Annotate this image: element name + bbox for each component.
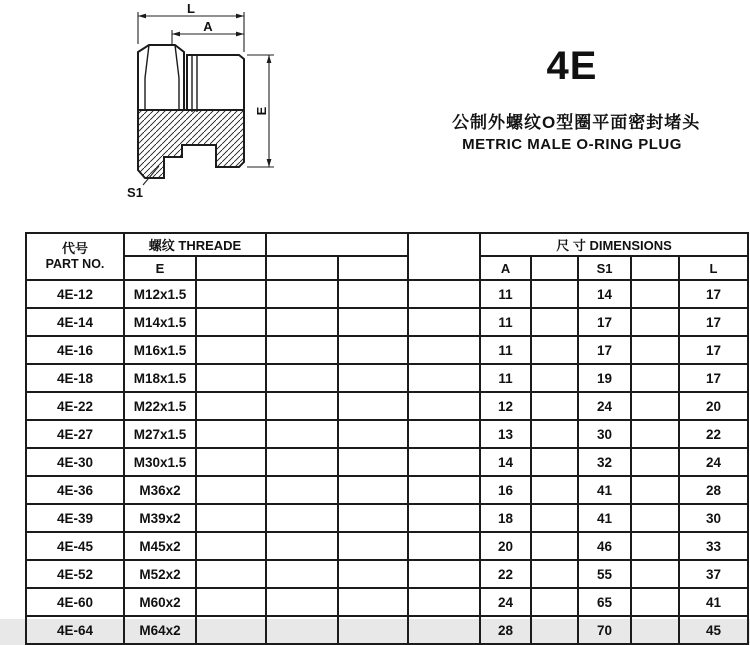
part-no-cell: 4E-39 xyxy=(26,504,124,532)
part-no-cell: 4E-60 xyxy=(26,588,124,616)
table-row xyxy=(26,280,748,308)
dim-a-cell: 12 xyxy=(480,392,531,420)
empty-cell xyxy=(266,392,338,420)
thread-e-cell: M27x1.5 xyxy=(124,420,196,448)
empty-cell xyxy=(631,504,679,532)
empty-cell xyxy=(408,420,480,448)
part-no-cell: 4E-22 xyxy=(26,392,124,420)
part-no-cell: 4E-18 xyxy=(26,364,124,392)
dim-l-cell: 24 xyxy=(679,448,748,476)
empty-cell xyxy=(266,280,338,308)
part-no-header xyxy=(26,233,124,280)
thread-e-cell: M12x1.5 xyxy=(124,280,196,308)
arrowhead xyxy=(267,55,272,63)
empty-cell xyxy=(266,233,408,256)
arrowhead xyxy=(236,32,244,37)
dim-s1-cell: 30 xyxy=(578,420,631,448)
empty-cell xyxy=(531,280,578,308)
empty-cell xyxy=(531,308,578,336)
empty-cell xyxy=(266,364,338,392)
part-no-cell: 4E-45 xyxy=(26,532,124,560)
thread-e-cell: M52x2 xyxy=(124,560,196,588)
thread-e-cell: M45x2 xyxy=(124,532,196,560)
arrowhead xyxy=(172,32,180,37)
empty-cell xyxy=(531,504,578,532)
empty-cell xyxy=(531,392,578,420)
empty-cell xyxy=(408,233,480,280)
empty-cell xyxy=(338,280,408,308)
empty-cell xyxy=(631,588,679,616)
dim-L-label: L xyxy=(187,1,195,16)
dim-s1-cell: 14 xyxy=(578,280,631,308)
body-outline xyxy=(187,55,244,110)
empty-cell xyxy=(631,336,679,364)
dim-l-cell: 33 xyxy=(679,532,748,560)
part-no-cell: 4E-64 xyxy=(26,616,124,644)
dim-s1-cell: 32 xyxy=(578,448,631,476)
empty-cell xyxy=(266,308,338,336)
empty-cell xyxy=(631,476,679,504)
empty-cell xyxy=(266,476,338,504)
dim-l-cell: 17 xyxy=(679,280,748,308)
thread-e-cell: M36x2 xyxy=(124,476,196,504)
section-hatched-area xyxy=(138,110,244,178)
plug-technical-drawing xyxy=(0,0,300,215)
dim-l-cell: 17 xyxy=(679,308,748,336)
empty-cell xyxy=(531,532,578,560)
empty-cell xyxy=(196,616,266,644)
arrowhead xyxy=(267,159,272,167)
dim-l-cell: 17 xyxy=(679,336,748,364)
empty-cell xyxy=(196,588,266,616)
empty-cell xyxy=(266,532,338,560)
table-row xyxy=(26,532,748,560)
empty-cell xyxy=(196,308,266,336)
part-no-header-zh: 代号 xyxy=(61,241,88,257)
dim-l-cell: 30 xyxy=(679,504,748,532)
dim-a-cell: 11 xyxy=(480,308,531,336)
empty-cell xyxy=(266,448,338,476)
table-row xyxy=(26,448,748,476)
empty-cell xyxy=(408,448,480,476)
empty-cell xyxy=(408,504,480,532)
empty-cell xyxy=(338,560,408,588)
dimensions-table xyxy=(25,232,749,645)
empty-cell xyxy=(631,256,679,280)
empty-cell xyxy=(408,280,480,308)
empty-cell xyxy=(531,616,578,644)
part-no-header-en: PART NO. xyxy=(45,256,105,271)
header-row-group xyxy=(26,233,748,256)
table-row xyxy=(26,588,748,616)
empty-cell xyxy=(338,476,408,504)
dim-a-cell: 16 xyxy=(480,476,531,504)
dim-s1-cell: 55 xyxy=(578,560,631,588)
dim-s1-cell: 65 xyxy=(578,588,631,616)
part-no-cell: 4E-27 xyxy=(26,420,124,448)
table-row xyxy=(26,308,748,336)
dimensions-group-header: 尺 寸 DIMENSIONS xyxy=(480,233,748,256)
dim-l-cell: 37 xyxy=(679,560,748,588)
dim-l-cell: 22 xyxy=(679,420,748,448)
dim-l-cell: 45 xyxy=(679,616,748,644)
empty-cell xyxy=(531,256,578,280)
empty-cell xyxy=(531,448,578,476)
thread-e-cell: M14x1.5 xyxy=(124,308,196,336)
table-row xyxy=(26,336,748,364)
dim-s1-cell: 70 xyxy=(578,616,631,644)
table-row xyxy=(26,364,748,392)
table-row xyxy=(26,392,748,420)
col-l-header: L xyxy=(679,256,748,280)
empty-cell xyxy=(631,364,679,392)
part-no-cell: 4E-12 xyxy=(26,280,124,308)
empty-cell xyxy=(338,504,408,532)
thread-e-cell: M30x1.5 xyxy=(124,448,196,476)
arrowhead xyxy=(138,14,146,19)
dim-l-cell: 20 xyxy=(679,392,748,420)
dim-s1-cell: 19 xyxy=(578,364,631,392)
table-row xyxy=(26,616,748,644)
empty-cell xyxy=(631,280,679,308)
empty-cell xyxy=(196,364,266,392)
empty-cell xyxy=(338,588,408,616)
empty-cell xyxy=(196,532,266,560)
empty-cell xyxy=(196,560,266,588)
thread-e-cell: M39x2 xyxy=(124,504,196,532)
dim-s1-cell: 41 xyxy=(578,504,631,532)
empty-cell xyxy=(266,336,338,364)
col-a-header: A xyxy=(480,256,531,280)
empty-cell xyxy=(266,420,338,448)
part-no-cell: 4E-30 xyxy=(26,448,124,476)
empty-cell xyxy=(408,532,480,560)
empty-cell xyxy=(408,616,480,644)
hex-facet-line-left xyxy=(145,45,149,110)
empty-cell xyxy=(631,532,679,560)
empty-cell xyxy=(338,256,408,280)
table-row xyxy=(26,560,748,588)
dim-A-label: A xyxy=(203,19,213,34)
empty-cell xyxy=(196,420,266,448)
dim-a-cell: 13 xyxy=(480,420,531,448)
empty-cell xyxy=(408,308,480,336)
empty-cell xyxy=(196,280,266,308)
empty-cell xyxy=(338,420,408,448)
part-no-cell: 4E-36 xyxy=(26,476,124,504)
empty-cell xyxy=(408,364,480,392)
dim-s1-cell: 46 xyxy=(578,532,631,560)
table-row xyxy=(26,504,748,532)
product-title-chinese: 公制外螺纹O型圈平面密封堵头 xyxy=(452,113,701,132)
empty-cell xyxy=(631,448,679,476)
empty-cell xyxy=(631,392,679,420)
empty-cell xyxy=(408,336,480,364)
empty-cell xyxy=(196,392,266,420)
empty-cell xyxy=(408,588,480,616)
dim-a-cell: 28 xyxy=(480,616,531,644)
part-no-cell: 4E-14 xyxy=(26,308,124,336)
dim-s1-cell: 41 xyxy=(578,476,631,504)
empty-cell xyxy=(338,448,408,476)
dim-a-cell: 11 xyxy=(480,336,531,364)
dim-a-cell: 24 xyxy=(480,588,531,616)
empty-cell xyxy=(631,616,679,644)
empty-cell xyxy=(531,364,578,392)
title-block xyxy=(452,44,701,153)
dim-l-cell: 28 xyxy=(679,476,748,504)
thread-group-header: 螺纹 THREADE xyxy=(124,233,266,256)
hex-facet-line-right xyxy=(175,45,179,110)
dim-a-cell: 22 xyxy=(480,560,531,588)
dim-l-cell: 41 xyxy=(679,588,748,616)
empty-cell xyxy=(338,616,408,644)
dim-a-cell: 20 xyxy=(480,532,531,560)
empty-cell xyxy=(266,256,338,280)
product-title-english: METRIC MALE O-RING PLUG xyxy=(462,136,682,153)
empty-cell xyxy=(531,476,578,504)
thread-e-cell: M64x2 xyxy=(124,616,196,644)
table-row xyxy=(26,476,748,504)
thread-e-cell: M16x1.5 xyxy=(124,336,196,364)
dim-a-cell: 18 xyxy=(480,504,531,532)
table-row xyxy=(26,420,748,448)
header-row-cols xyxy=(26,256,748,280)
empty-cell xyxy=(408,476,480,504)
arrowhead xyxy=(236,14,244,19)
series-code: 4E xyxy=(546,44,598,88)
empty-cell xyxy=(196,476,266,504)
thread-e-header: E xyxy=(124,256,196,280)
dim-E-label: E xyxy=(254,106,269,116)
empty-cell xyxy=(338,532,408,560)
dim-a-cell: 14 xyxy=(480,448,531,476)
empty-cell xyxy=(531,336,578,364)
dim-S1-label: S1 xyxy=(127,185,143,200)
part-no-cell: 4E-16 xyxy=(26,336,124,364)
thread-e-cell: M18x1.5 xyxy=(124,364,196,392)
empty-cell xyxy=(531,560,578,588)
empty-cell xyxy=(196,504,266,532)
empty-cell xyxy=(266,616,338,644)
empty-cell xyxy=(266,560,338,588)
dim-l-cell: 17 xyxy=(679,364,748,392)
empty-cell xyxy=(338,308,408,336)
dim-s1-cell: 24 xyxy=(578,392,631,420)
dim-s1-cell: 17 xyxy=(578,336,631,364)
empty-cell xyxy=(531,588,578,616)
dim-a-cell: 11 xyxy=(480,280,531,308)
empty-cell xyxy=(266,504,338,532)
empty-cell xyxy=(631,420,679,448)
dim-a-cell: 11 xyxy=(480,364,531,392)
empty-cell xyxy=(531,420,578,448)
thread-e-cell: M22x1.5 xyxy=(124,392,196,420)
empty-cell xyxy=(266,588,338,616)
empty-cell xyxy=(338,364,408,392)
empty-cell xyxy=(196,448,266,476)
empty-cell xyxy=(196,336,266,364)
thread-e-cell: M60x2 xyxy=(124,588,196,616)
empty-cell xyxy=(408,560,480,588)
col-s1-header: S1 xyxy=(578,256,631,280)
empty-cell xyxy=(338,392,408,420)
empty-cell xyxy=(408,392,480,420)
empty-cell xyxy=(196,256,266,280)
empty-cell xyxy=(631,560,679,588)
dim-s1-cell: 17 xyxy=(578,308,631,336)
empty-cell xyxy=(338,336,408,364)
empty-cell xyxy=(631,308,679,336)
part-no-cell: 4E-52 xyxy=(26,560,124,588)
